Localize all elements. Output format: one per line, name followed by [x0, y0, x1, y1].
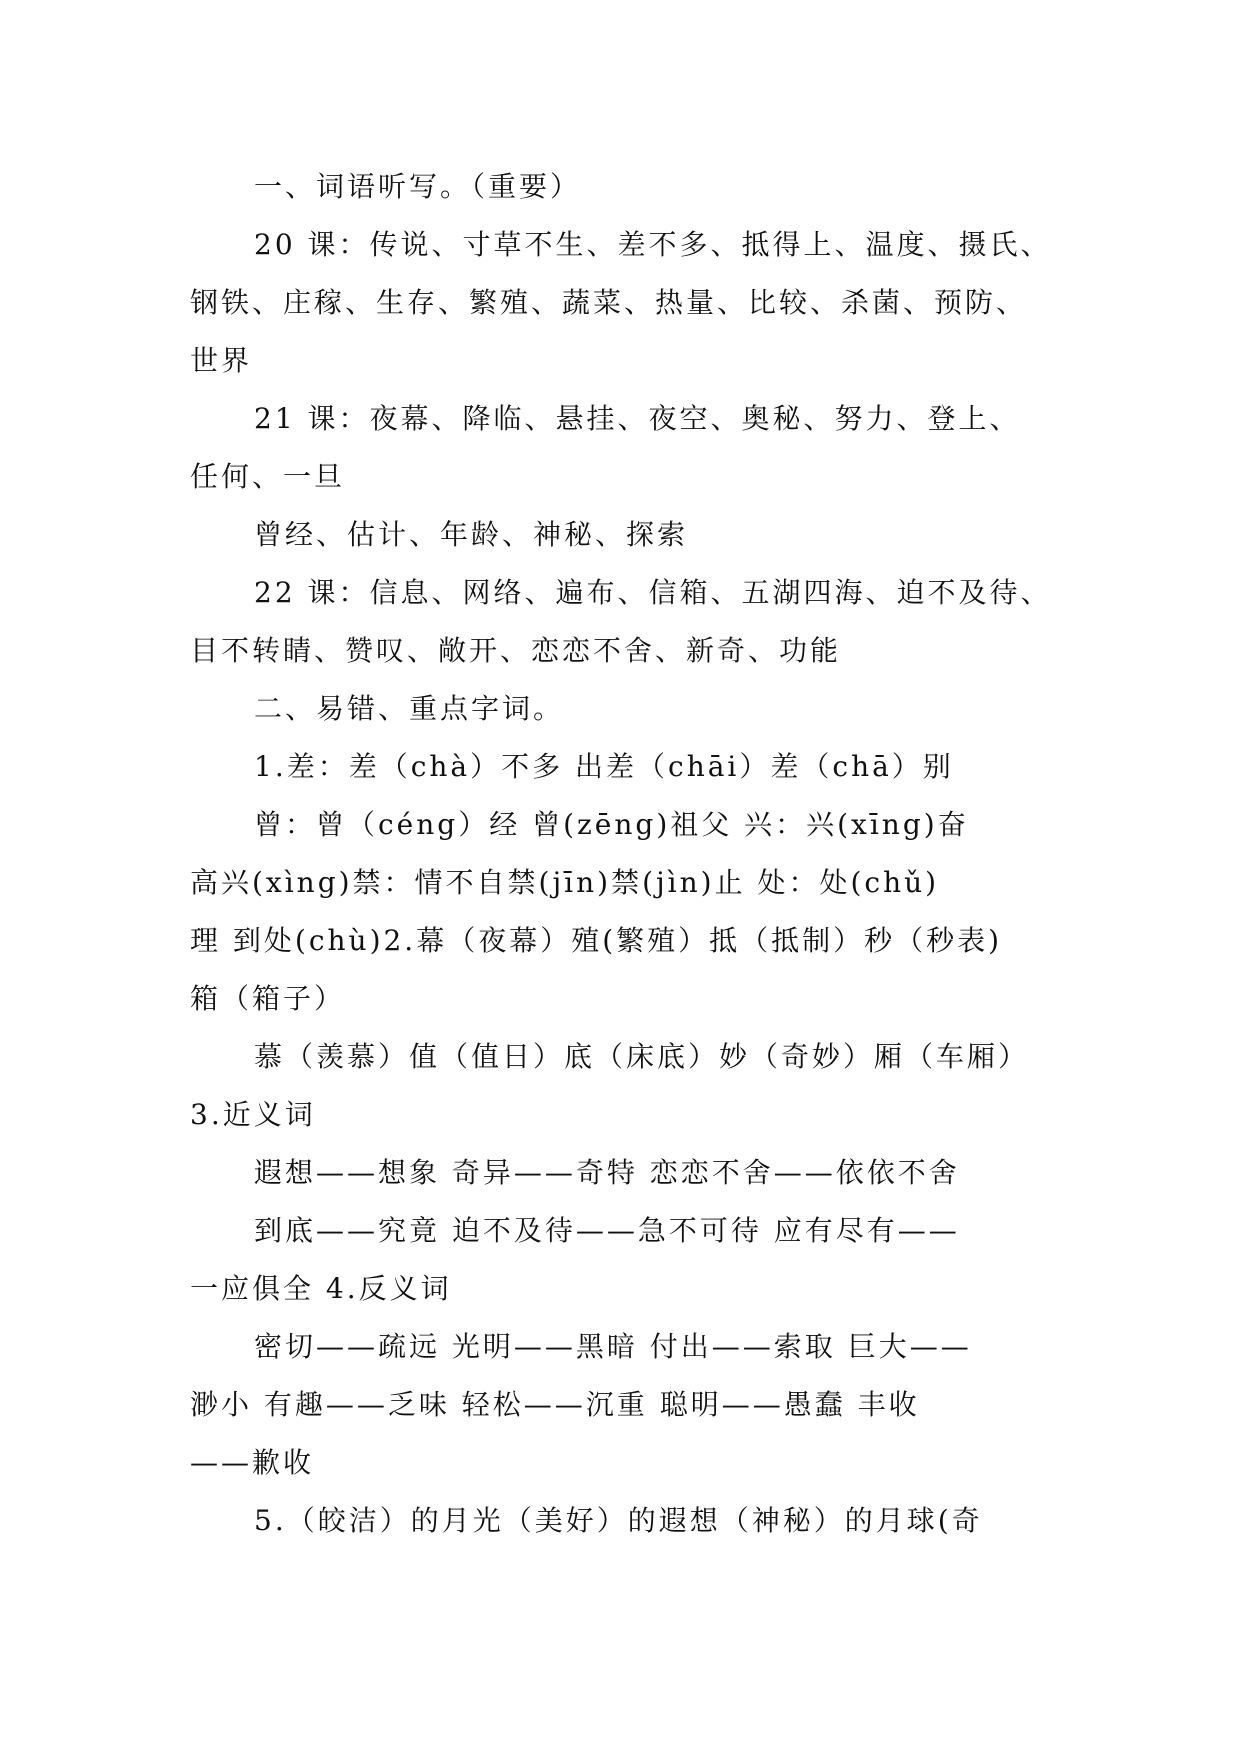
text-line: 曾经、估计、年龄、神秘、探索 — [254, 518, 689, 551]
text-line: 遐想——想象 奇异——奇特 恋恋不舍——依依不舍 — [254, 1156, 960, 1189]
text-line: 5.（皎洁）的月光（美好）的遐想（神秘）的月球(奇 — [254, 1504, 983, 1537]
text-line: 22 课：信息、网络、遍布、信箱、五湖四海、迫不及待、 — [254, 576, 1052, 609]
text-line: 世界 — [190, 344, 253, 377]
text-line: 21 课：夜幕、降临、悬挂、夜空、奥秘、努力、登上、 — [254, 402, 1021, 435]
document-body — [190, 158, 1070, 1550]
text-line: ——歉收 — [190, 1446, 315, 1479]
text-line: 目不转睛、赞叹、敞开、恋恋不舍、新奇、功能 — [190, 634, 842, 667]
text-line: 箱（箱子） — [190, 982, 346, 1015]
text-line: 任何、一旦 — [190, 460, 346, 493]
text-line: 到底——究竟 迫不及待——急不可待 应有尽有—— — [254, 1214, 960, 1247]
text-line: 一应俱全 4.反义词 — [190, 1272, 452, 1305]
text-line: 3.近义词 — [190, 1098, 316, 1131]
text-line: 理 到处(chù)2.幕（夜幕）殖(繁殖）抵（抵制）秒（秒表) — [190, 924, 1003, 957]
text-line: 渺小 有趣——乏味 轻松——沉重 聪明——愚蠢 丰收 — [190, 1388, 920, 1421]
text-line: 高兴(xìng)禁：情不自禁(jīn)禁(jìn)止 处：处(chǔ) — [190, 866, 940, 899]
text-line: 钢铁、庄稼、生存、繁殖、蔬菜、热量、比较、杀菌、预防、 — [190, 286, 1028, 319]
text-line: 密切——疏远 光明——黑暗 付出——索取 巨大—— — [254, 1330, 972, 1363]
text-line: 20 课：传说、寸草不生、差不多、抵得上、温度、摄氏、 — [254, 228, 1052, 261]
text-line: 慕（羡慕）值（值日）底（床底）妙（奇妙）厢（车厢） — [254, 1040, 1030, 1073]
text-line: 1.差：差（chà）不多 出差（chāi）差（chā）别 — [254, 750, 954, 783]
text-line: 曾：曾（céng）经 曾(zēng)祖父 兴：兴(xīng)奋 — [254, 808, 969, 841]
section-heading: 一、词语听写。（重要） — [254, 170, 582, 203]
section-heading: 二、易错、重点字词。 — [254, 692, 565, 725]
